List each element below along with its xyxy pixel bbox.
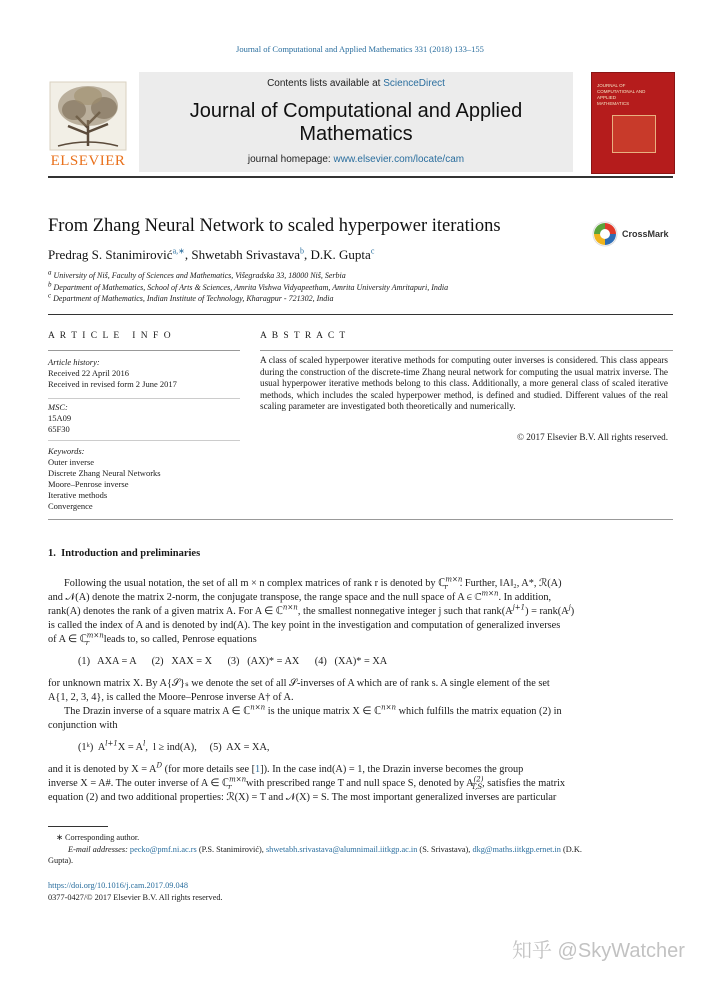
p1-l3: rank(A) denotes the rank of a given matrix A. For A ∈ ℂ [48, 606, 283, 617]
p4-l2: inverse X = A#. The outer inverse of A ∈ ℂ [48, 778, 230, 789]
info-rule [48, 314, 673, 315]
eq2-c: , l ≥ ind(A), (5) AX = XA, [145, 742, 270, 753]
affiliation-a-text: University of Niš, Faculty of Sciences and Mathematics, Višegradska 33, 18000 Niš, Serbia [53, 271, 346, 280]
masthead-rule [48, 176, 673, 178]
contents-line [139, 78, 573, 89]
author-2[interactable]: Shwetabh Srivastava [191, 247, 301, 262]
elsevier-logo [48, 80, 128, 172]
p1-l2b: . In addition, [498, 592, 552, 603]
section-body [48, 577, 672, 805]
author-2-mark[interactable]: b [300, 246, 305, 256]
author-3-mark[interactable]: c [370, 246, 375, 256]
homepage-link[interactable]: www.elsevier.com/locate/cam [333, 154, 465, 165]
eq2-a: (1ᵏ) A [78, 742, 106, 753]
p1-l3c: ) = rank(A [525, 606, 569, 617]
equation-penrose: (1) AXA = A (2) XAX = X (3) (AX)* = AX (4) (XA)* = XA [78, 656, 388, 667]
elsevier-wordmark: ELSEVIER [50, 153, 126, 169]
p1-l5b: leads to, so called, Penrose equations [101, 634, 257, 645]
sciencedirect-link[interactable]: ScienceDirect [383, 78, 445, 89]
author-3[interactable]: D.K. Gupta [310, 247, 371, 262]
p1-l3d: ) [570, 606, 575, 617]
p1-l5: of A ∈ ℂ [48, 634, 87, 645]
journal-title [139, 100, 573, 146]
p4-l1: and it is denoted by X = A [48, 764, 157, 775]
p4-line-1: and it is denoted by $X = A^D$ (for more details see [1]). In the case ind(A) = 1, the Drazin inverse becomes the group [48, 761, 524, 775]
cover-line4: MATHEMATICS [597, 101, 630, 106]
crossmark-label: CrossMark [622, 229, 669, 239]
doi-block [48, 880, 223, 903]
p1-l3b: , the smallest nonnegative integer j such that rank(A [297, 606, 513, 617]
journal-banner [139, 72, 573, 172]
keyword-item: Discrete Zhang Neural Networks [48, 468, 161, 478]
p2-line-1: for unknown matrix X. By A{𝒮}ₛ we denote the set of all 𝒮-inverses of A which are of rank s. A single element of the set [48, 678, 550, 689]
homepage-prefix: journal homepage: [247, 154, 334, 165]
p4-line-3: equation (2) and two additional properties: ℛ(X) = T and 𝒩(X) = S. The most important generalized inverses are particular [48, 792, 557, 803]
email-name-1: (P.S. Stanimirović), [196, 844, 266, 854]
abstract-copyright: © 2017 Elsevier B.V. All rights reserved. [517, 432, 668, 442]
author-list: Predrag S. Stanimirović$^{a,∗}$, Shwetabh Srivastava$^b$, D.K. Gupta$^c$ [48, 246, 375, 262]
crossmark-icon [592, 220, 618, 248]
keywords-label: Keywords: [48, 446, 85, 456]
p2-line-2: A{1, 2, 3, 4}, is called the Moore–Penrose inverse A† of A. [48, 692, 294, 703]
footnotes [48, 832, 672, 867]
email-name-2: (S. Srivastava), [417, 844, 473, 854]
affiliation-b-text: Department of Mathematics, School of Arts & Sciences, Amrita Vishwa Vidyapeetham, Amrita University Amritapuri, India [53, 282, 449, 292]
homepage-line [139, 154, 573, 165]
p3-line-1: The Drazin inverse of a square matrix A ∈ ℂ$^{n\times n}$ is the unique matrix X ∈ ℂ$^{n\times n}$ which fulfills the matrix equation (2) in [64, 703, 562, 717]
affiliation-a [48, 270, 673, 282]
body-rule [48, 519, 673, 520]
p1-line-1: Following the usual notation, the set of all m × n complex matrices of rank r is denoted by ℂ$^{m\times n}_r$ . Further, ‖A‖₂, A*, ℛ(A) [64, 575, 562, 592]
affiliation-a-mark: a [48, 268, 52, 277]
email-link-1[interactable]: pecko@pmf.ni.ac.rs [129, 844, 197, 854]
corresponding-author-note: ∗ Corresponding author. [56, 833, 140, 842]
email-line [48, 844, 672, 856]
p1-l2: and 𝒩(A) denote the matrix 2-norm, the conjugate transpose, the range space and the null space of A ∈ ℂ [48, 592, 482, 603]
msc-codes [48, 402, 248, 435]
article-info-heading: A R T I C L E I N F O [48, 331, 173, 341]
crossmark-badge[interactable] [592, 220, 672, 248]
affiliation-c [48, 293, 673, 305]
p4-l1c: ]). In the case ind(A) = 1, the Drazin inverse becomes the group [260, 764, 524, 775]
article-title: From Zhang Neural Network to scaled hyperpower iterations [48, 216, 501, 236]
journal-cover [591, 72, 675, 174]
p3-l1: The Drazin inverse of a square matrix A ∈ ℂ [64, 706, 251, 717]
paragraph-2 [48, 677, 672, 705]
cover-line2: COMPUTATIONAL AND [597, 89, 646, 94]
affiliation-c-text: Department of Mathematics, Indian Institute of Technology, Kharagpur - 721302, India [53, 294, 334, 303]
keywords-rule [48, 440, 240, 441]
article-info-rule [48, 350, 240, 351]
doi-link[interactable]: https://doi.org/10.1016/j.cam.2017.09.048 [48, 881, 188, 890]
running-head: Journal of Computational and Applied Mathematics 331 (2018) 133–155 [236, 44, 484, 54]
cover-graphic [612, 115, 656, 153]
p1-l1: Following the usual notation, the set of all m × n complex matrices of rank r is denoted by ℂ [64, 578, 446, 589]
history-label: Article history: [48, 357, 100, 367]
cover-title [597, 83, 669, 107]
email-label: E-mail addresses: [68, 844, 130, 854]
paragraph-1 [48, 577, 672, 647]
msc-label: MSC: [48, 402, 68, 412]
received-date: Received 22 April 2016 [48, 368, 129, 378]
p4-l2c: , satisfies the matrix [482, 778, 566, 789]
revised-date: Received in revised form 2 June 2017 [48, 379, 177, 389]
cover-line3: APPLIED [597, 95, 617, 100]
p1-line-5: of A ∈ ℂ$^{m\times n}_r$ leads to, so called, Penrose equations [48, 631, 257, 648]
p3-l1c: which fulfills the matrix equation (2) in [396, 706, 562, 717]
eq2-b: X = A [117, 742, 144, 753]
journal-title-line2: Mathematics [299, 123, 413, 145]
masthead [48, 72, 673, 172]
p4-line-2: inverse X = A#. The outer inverse of A ∈ ℂ$^{m\times n}_r$ with prescribed range T and null space S, denoted by $A^{(2)}_{T,S}$, satisfies the matrix [48, 775, 566, 792]
p3-l1b: is the unique matrix X ∈ ℂ [265, 706, 382, 717]
msc-code-1: 15A09 [48, 413, 72, 423]
abstract-heading: A B S T R A C T [260, 331, 347, 341]
affiliations [48, 270, 673, 305]
paragraph-4 [48, 763, 672, 805]
keyword-item: Iterative methods [48, 490, 108, 500]
p1-line-4: is called the index of A and is denoted by ind(A). The key point in the investigation and computation of generalized inverses [48, 620, 561, 631]
p4-l1b: (for more details see [ [162, 764, 256, 775]
author-1-marks[interactable]: a,∗ [172, 246, 185, 256]
p4-l2b: with prescribed range T and null space S, denoted by A [243, 778, 474, 789]
elsevier-tree-icon [48, 80, 128, 152]
keywords [48, 446, 248, 512]
p1-l1b: . Further, ‖A‖₂, A*, ℛ(A) [459, 578, 562, 589]
msc-code-2: 65F30 [48, 424, 70, 434]
msc-rule [48, 398, 240, 399]
email-link-3[interactable]: dkg@maths.iitkgp.ernet.in [472, 844, 561, 854]
p1-line-2: and 𝒩(A) denote the matrix 2-norm, the conjugate transpose, the range space and the null space of A ∈ ℂ$^{m\times n}$. In addition, [48, 589, 552, 603]
email-link-2[interactable]: shwetabh.srivastava@alumnimail.iitkgp.ac.in [265, 844, 418, 854]
author-1[interactable]: Predrag S. Stanimirović [48, 247, 173, 262]
paragraph-3 [48, 705, 672, 733]
affiliation-c-mark: c [48, 291, 52, 300]
issn-line: 0377-0427/© 2017 Elsevier B.V. All rights reserved. [48, 892, 223, 902]
reference-link[interactable]: 1 [255, 764, 261, 775]
journal-title-line1: Journal of Computational and Applied [189, 100, 523, 122]
cover-line1: JOURNAL OF [597, 83, 626, 88]
affiliation-b [48, 279, 673, 294]
email-name-3: (D.K. [560, 844, 582, 854]
footnote-rule [48, 826, 108, 827]
affiliation-b-mark: b [48, 279, 52, 288]
email-continued: Gupta). [48, 856, 74, 865]
contents-prefix: Contents lists available at [267, 78, 384, 89]
keyword-item: Moore–Penrose inverse [48, 479, 129, 489]
keyword-item: Convergence [48, 501, 93, 511]
equation-drazin: (1ᵏ) $A^{l+1}X = A^l$, l ≥ ind(A), (5) AX = XA, [78, 739, 270, 753]
p3-line-2: conjunction with [48, 720, 118, 731]
abstract-text: A class of scaled hyperpower iterative methods for computing outer inverses is considered. This class appears during the construction of the discrete-time Zhang neural network for computing the usual matrix inverse. The usual hyperpower iterative methods belong to this class. Additionally, a more general class of scaled iterative methods, which includes the scaled hyperpower method, is defined and studied. Different values of the real scaling parameter are investigated both theoretically and numerically. [260, 355, 668, 411]
watermark: 知乎 @SkyWatcher [512, 940, 685, 962]
keyword-item: Outer inverse [48, 457, 95, 467]
p1-line-3: rank(A) denotes the rank of a given matrix A. For A ∈ ℂ$^{n\times n}$, the smallest nonnegative integer j such that $rank(A^{j+1})$ = $rank(A^j)$ [48, 603, 575, 617]
section-heading: 1. Introduction and preliminaries [48, 548, 201, 559]
article-history [48, 357, 248, 390]
abstract-rule [260, 350, 673, 351]
